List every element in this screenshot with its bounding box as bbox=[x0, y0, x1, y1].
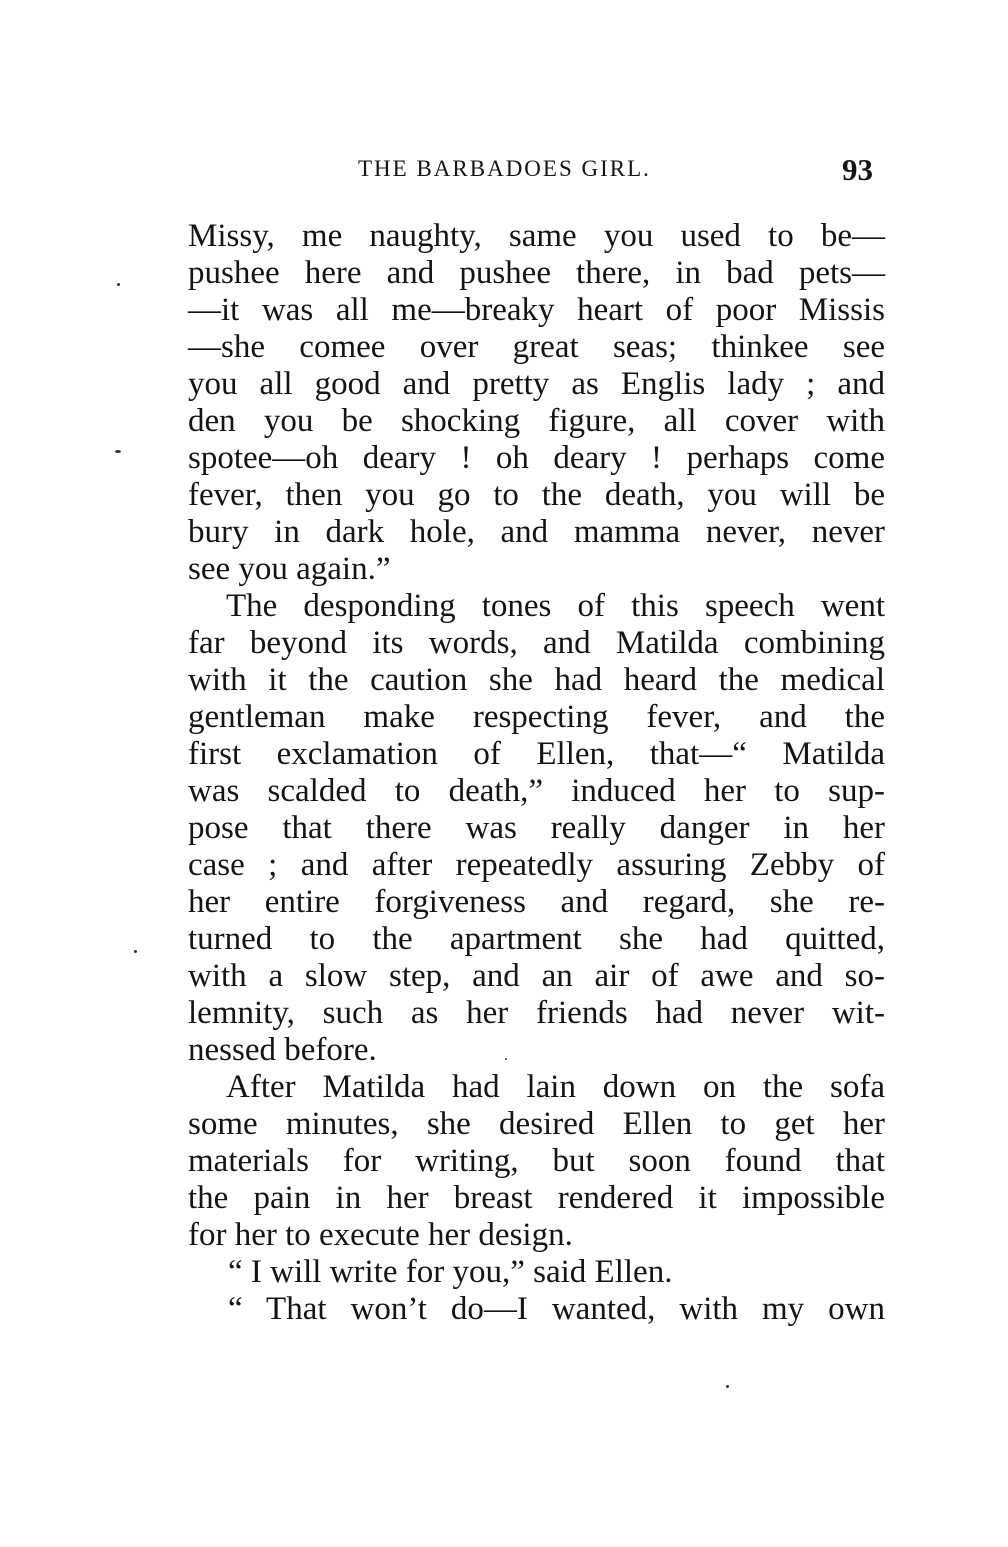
paragraph-first-line: The desponding tones of this speech went bbox=[226, 588, 885, 624]
text-line: —it was all me—breaky heart of poor Missis bbox=[188, 292, 885, 328]
text-line: materials for writing, but soon found that bbox=[188, 1143, 885, 1179]
text-line: pose that there was really danger in her bbox=[188, 810, 885, 846]
text-line: case ; and after repeatedly assuring Zebby of bbox=[188, 847, 885, 883]
text-line: was scalded to death,” induced her to sup- bbox=[188, 773, 885, 809]
text-line: spotee—oh deary ! oh deary ! perhaps come bbox=[188, 440, 885, 476]
running-head: THE BARBADOES GIRL. bbox=[358, 156, 651, 181]
paragraph-first-line: “ I will write for you,” said Ellen. bbox=[228, 1254, 673, 1290]
text-line: turned to the apartment she had quitted, bbox=[188, 921, 885, 957]
text-line: —she comee over great seas; thinkee see bbox=[188, 329, 885, 365]
text-line: far beyond its words, and Matilda combining bbox=[188, 625, 885, 661]
print-speck bbox=[726, 1385, 729, 1388]
text-line: Missy, me naughty, same you used to be— bbox=[188, 218, 885, 254]
print-speck bbox=[115, 450, 121, 453]
text-line: den you be shocking figure, all cover with bbox=[188, 403, 885, 439]
text-line: lemnity, such as her friends had never wit- bbox=[188, 995, 885, 1031]
print-speck bbox=[505, 1058, 507, 1060]
page-number: 93 bbox=[842, 152, 873, 187]
text-line: some minutes, she desired Ellen to get her bbox=[188, 1106, 885, 1142]
text-line: her entire forgiveness and regard, she re- bbox=[188, 884, 885, 920]
text-line: pushee here and pushee there, in bad pets— bbox=[188, 255, 885, 291]
text-line: fever, then you go to the death, you will be bbox=[188, 477, 885, 513]
paragraph-first-line: “ That won’t do—I wanted, with my own bbox=[228, 1291, 885, 1327]
text-line: first exclamation of Ellen, that—“ Matilda bbox=[188, 736, 885, 772]
text-line: for her to execute her design. bbox=[188, 1217, 573, 1253]
text-line: gentleman make respecting fever, and the bbox=[188, 699, 885, 735]
text-line: nessed before. bbox=[188, 1032, 377, 1068]
print-speck bbox=[117, 283, 120, 286]
paragraph-first-line: After Matilda had lain down on the sofa bbox=[226, 1069, 885, 1105]
text-line: with it the caution she had heard the medical bbox=[188, 662, 885, 698]
text-line: see you again.” bbox=[188, 551, 391, 587]
text-line: the pain in her breast rendered it impossible bbox=[188, 1180, 885, 1216]
text-line: you all good and pretty as Englis lady ; and bbox=[188, 366, 885, 402]
text-line: with a slow step, and an air of awe and so- bbox=[188, 958, 885, 994]
print-speck bbox=[134, 950, 137, 953]
text-line: bury in dark hole, and mamma never, never bbox=[188, 514, 885, 550]
body-text bbox=[188, 218, 885, 1328]
